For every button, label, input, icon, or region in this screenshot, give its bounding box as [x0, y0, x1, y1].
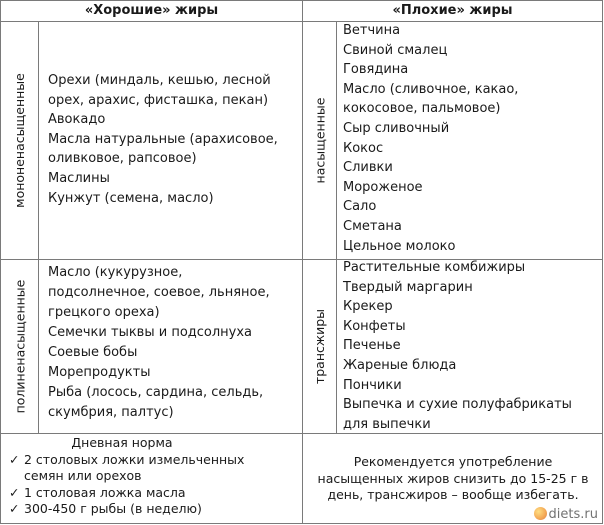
check-icon: ✓ — [9, 501, 20, 516]
list-item: Кокос — [343, 140, 384, 156]
header-good-fats: «Хорошие» жиры — [84, 3, 219, 18]
list-item: для выпечки — [343, 416, 431, 432]
list-item: Кунжут (семена, масло) — [48, 190, 214, 206]
list-item: Сливки — [343, 160, 393, 176]
list-item: Масло (кукурузное, — [48, 265, 183, 280]
recommendation — [306, 454, 600, 504]
daily-norm-item — [6, 485, 298, 502]
list-item: Морепродукты — [48, 365, 151, 380]
list-item: Конфеты — [343, 318, 406, 334]
saturated-list — [343, 21, 599, 256]
list-item: Выпечка и сухие полуфабрикаты — [343, 397, 572, 413]
check-icon: ✓ — [9, 484, 20, 500]
watermark — [534, 507, 598, 522]
daily-norm-item-text: 1 столовая ложка масла — [24, 484, 186, 500]
recommendation-line: насыщенных жиров снизить до 15-25 г в — [317, 470, 589, 486]
list-item: Печенье — [343, 338, 401, 354]
label-monounsaturated-text: мононенасыщенные — [12, 73, 27, 208]
label-trans-fats — [303, 260, 336, 433]
right-label-divider — [336, 21, 337, 433]
polyunsaturated-list — [48, 263, 298, 423]
list-item: Сыр сливочный — [343, 120, 450, 136]
list-item: Рыба (лосось, сардина, сельдь, — [48, 385, 264, 400]
daily-norm — [6, 435, 298, 518]
daily-norm-item — [6, 452, 298, 469]
list-item: Сало — [343, 199, 377, 215]
list-item: Свиной смалец — [343, 42, 448, 58]
list-item: Крекер — [343, 299, 393, 315]
daily-norm-item — [6, 501, 298, 518]
list-item: кокосовое, пальмовое) — [343, 101, 501, 117]
recommendation-line: день, трансжиров – вообще избегать. — [327, 487, 579, 502]
list-item: Говядина — [343, 62, 409, 78]
check-icon: ✓ — [9, 451, 20, 467]
label-monounsaturated — [1, 22, 38, 259]
daily-norm-item — [6, 468, 298, 485]
recommendation-line: Рекомендуется употребление — [353, 454, 553, 469]
list-item: Твердый маргарин — [343, 279, 473, 295]
daily-norm-title: Дневная норма — [71, 435, 173, 450]
list-item: Масло (сливочное, какао, — [343, 81, 519, 97]
header-bad-fats: «Плохие» жиры — [392, 3, 513, 18]
list-item: подсолнечное, соевое, льняное, — [48, 285, 270, 300]
label-polyunsaturated-text: полиненасыщенные — [12, 279, 27, 414]
list-item: Сметана — [343, 218, 402, 234]
monounsaturated-list — [48, 71, 298, 208]
list-item: Цельное молоко — [343, 238, 456, 254]
list-item: Семечки тыквы и подсолнуха — [48, 325, 253, 340]
list-item: Маслины — [48, 170, 110, 186]
left-label-divider — [38, 21, 39, 433]
list-item: скумбрия, палтус) — [48, 405, 174, 420]
daily-norm-item-text: 300-450 г рыбы (в неделю) — [24, 501, 202, 516]
list-item: Мороженое — [343, 179, 423, 195]
list-item: Пончики — [343, 377, 402, 393]
daily-norm-item-text: семян или орехов — [24, 468, 142, 483]
peach-icon — [534, 507, 547, 520]
watermark-text: diets.ru — [548, 507, 598, 522]
label-polyunsaturated — [1, 260, 38, 433]
list-item: Растительные комбижиры — [343, 260, 526, 275]
trans-fats-list — [343, 258, 599, 434]
daily-norm-item-text: 2 столовых ложки измельченных — [24, 451, 245, 467]
list-item: Орехи (миндаль, кешью, лесной — [48, 73, 271, 88]
list-item: орех, арахис, фисташка, пекан) — [48, 92, 269, 108]
label-saturated — [303, 22, 336, 259]
list-item: оливковое, рапсовое) — [48, 151, 197, 167]
list-item: Масла натуральные (арахисовое, — [48, 131, 278, 147]
daily-norm-list — [6, 452, 298, 518]
label-trans-fats-text: трансжиры — [312, 308, 327, 385]
list-item: грецкого ореха) — [48, 305, 160, 320]
list-item: Ветчина — [343, 23, 401, 38]
list-item: Соевые бобы — [48, 345, 138, 360]
label-saturated-text: насыщенные — [312, 97, 328, 184]
list-item: Жареные блюда — [343, 357, 457, 373]
table-border-right — [602, 0, 603, 524]
list-item: Авокадо — [48, 112, 106, 128]
